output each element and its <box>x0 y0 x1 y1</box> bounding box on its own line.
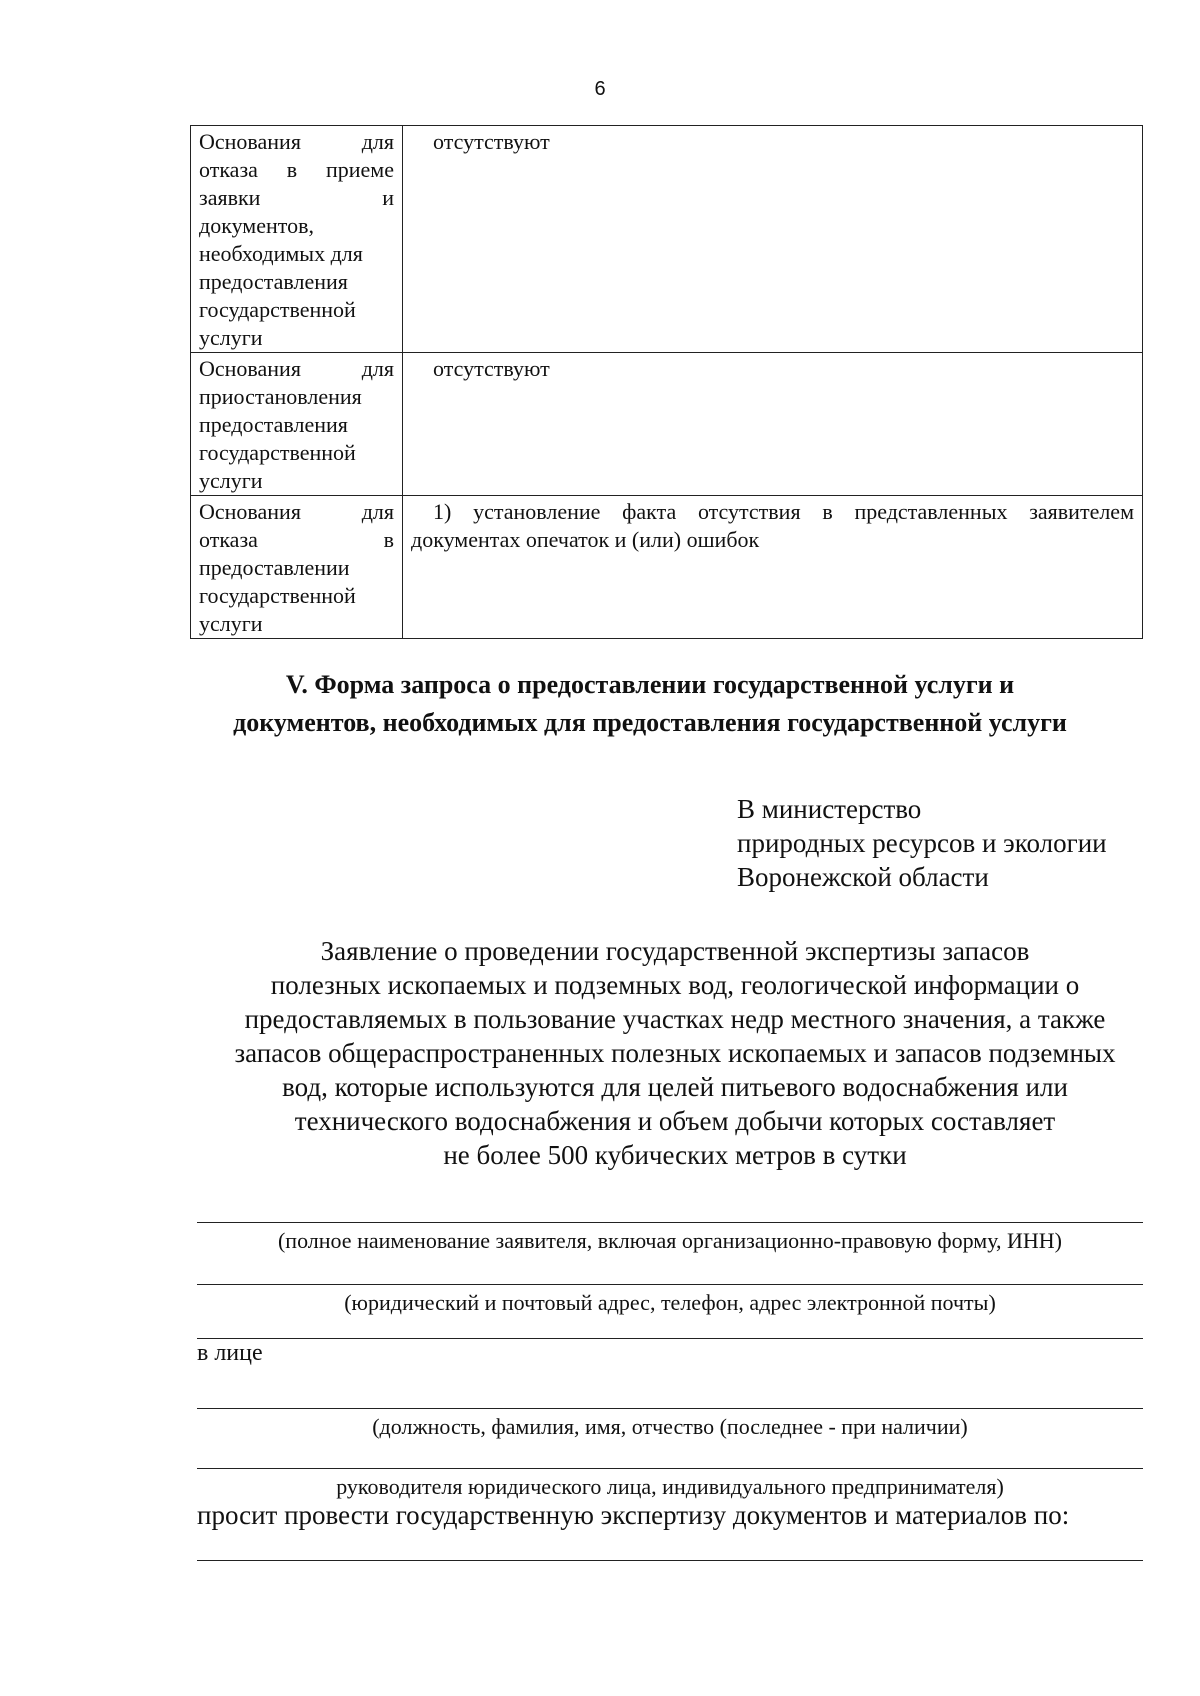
label-line: Основания для <box>199 129 394 154</box>
statement-line: не более 500 кубических метров в сутки <box>443 1140 907 1170</box>
label-line: предоставлении <box>199 555 350 580</box>
row-label <box>191 126 403 353</box>
grounds-table <box>190 125 1143 639</box>
statement-line: вод, которые используются для целей питьевого водоснабжения или <box>282 1072 1068 1102</box>
section-title <box>150 666 1150 742</box>
address-caption: (юридический и почтовый адрес, телефон, адрес электронной почты) <box>344 1290 996 1315</box>
row-value <box>403 126 1143 353</box>
label-line: государственной <box>199 440 356 465</box>
row-value-text: отсутствуют <box>433 129 550 154</box>
addressee-block <box>737 792 1107 894</box>
label-line: предоставления <box>199 412 348 437</box>
label-line: государственной <box>199 297 356 322</box>
table-row <box>191 353 1143 496</box>
label-line: отказа в <box>199 527 394 552</box>
section-title-line: V. Форма запроса о предоставлении государственной услуги и <box>285 670 1015 699</box>
statement-line: запасов общераспространенных полезных ископаемых и запасов подземных <box>234 1038 1116 1068</box>
statement-line: технического водоснабжения и объем добычи которых составляет <box>294 1106 1056 1136</box>
row-value-text: отсутствуют <box>433 356 550 381</box>
row-label <box>191 353 403 496</box>
addressee-line: В министерство <box>737 794 922 824</box>
statement-title <box>185 934 1165 1172</box>
statement-line: предоставляемых в пользование участках недр местного значения, а также <box>244 1004 1106 1034</box>
row-label <box>191 496 403 639</box>
row-value <box>403 496 1143 639</box>
applicant-name-caption: (полное наименование заявителя, включая организационно-правовую форму, ИНН) <box>277 1228 1063 1253</box>
label-line: услуги <box>199 468 263 493</box>
table-row <box>191 126 1143 353</box>
address-extra-field[interactable] <box>197 1338 1143 1339</box>
position-caption: (должность, фамилия, имя, отчество (последнее - при наличии) <box>372 1414 968 1439</box>
page-number: 6 <box>594 78 606 100</box>
position-field[interactable] <box>197 1408 1143 1409</box>
label-line: приостановления <box>199 384 362 409</box>
label-line: заявки и <box>199 185 394 210</box>
head-caption: руководителя юридического лица, индивидуального предпринимателя) <box>336 1474 1004 1499</box>
request-text: просит провести государственную экспертизу документов и материалов по: <box>197 1500 1070 1530</box>
section-title-line: документов, необходимых для предоставления государственной услуги <box>233 708 1067 737</box>
applicant-name-field[interactable] <box>197 1222 1143 1223</box>
head-field[interactable] <box>197 1468 1143 1469</box>
table-row <box>191 496 1143 639</box>
statement-line: полезных ископаемых и подземных вод, геологической информации о <box>270 970 1080 1000</box>
row-value-text: 1) установление факта отсутствия в представленных заявителем документах опечаток и (или) ошибок <box>411 499 1134 552</box>
request-field[interactable] <box>197 1560 1143 1561</box>
label-line: услуги <box>199 611 263 636</box>
label-line: отказа в приеме <box>199 157 394 182</box>
label-line: государственной <box>199 583 356 608</box>
in-person-label: в лице <box>197 1340 263 1366</box>
label-line: Основания для <box>199 356 394 381</box>
address-field[interactable] <box>197 1284 1143 1285</box>
label-line: документов, <box>199 213 314 238</box>
label-line: услуги <box>199 325 263 350</box>
label-line: Основания для <box>199 499 394 524</box>
label-line: предоставления <box>199 269 348 294</box>
addressee-line: природных ресурсов и экологии <box>737 828 1107 858</box>
label-line: необходимых для <box>199 241 363 266</box>
statement-line: Заявление о проведении государственной экспертизы запасов <box>320 936 1030 966</box>
row-value <box>403 353 1143 496</box>
addressee-line: Воронежской области <box>737 862 989 892</box>
